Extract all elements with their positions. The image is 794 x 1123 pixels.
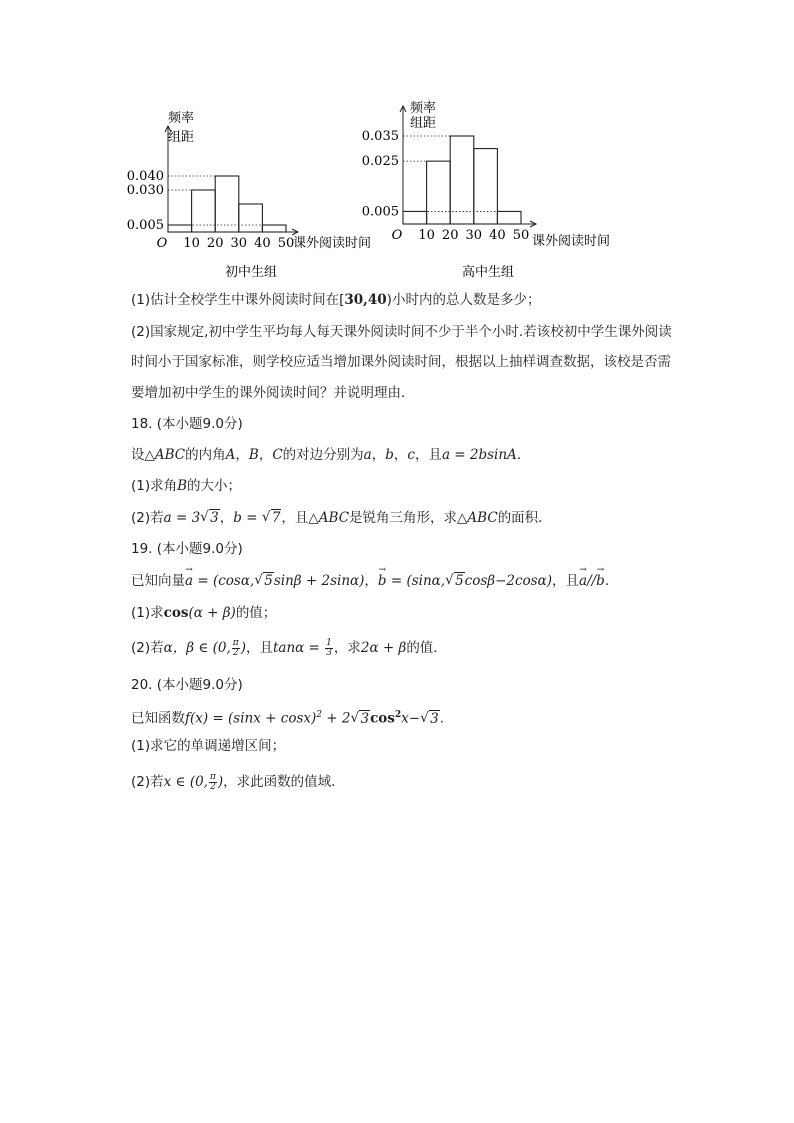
histogram-bar bbox=[497, 211, 521, 224]
p20-question-2: (2)若x ∈ (0, $\frac{\pi}{2}$ )，求此函数的值域． bbox=[131, 771, 345, 792]
x-tick-label: 40 bbox=[254, 236, 271, 251]
x-tick-label: 20 bbox=[206, 236, 224, 251]
p19-question-2: (2)若α，β ∈ (0, $\frac{\pi}{2}$ )，且tanα = $\frac{1}{3}$ ，求2α + β的值． bbox=[131, 637, 447, 658]
p19-stem: 已知向量→ a = (cosα,√ 5sinβ + 2sinα)，→ b = (sinα,√ 5cosβ−2cosα)，且→ a//→ b. bbox=[131, 571, 609, 591]
xlabel: 课外阅读时间 bbox=[293, 236, 372, 251]
x-tick-label: O bbox=[391, 228, 403, 243]
x-tick-label: 10 bbox=[183, 236, 200, 251]
p18-question-2: (2)若a = 3√ 3，b = √ 7，且△ABC是锐角三角形，求△ABC的面积． bbox=[131, 508, 552, 528]
histogram-bar bbox=[427, 161, 451, 224]
y-tick-label: 0.035 bbox=[361, 129, 399, 144]
ylabel-group: 组距 bbox=[410, 116, 437, 131]
histogram-bar bbox=[474, 149, 498, 224]
x-tick-label: 50 bbox=[277, 236, 295, 251]
ylabel-freq: 频率 bbox=[168, 111, 195, 126]
p18-question-1: (1)求角B的大小； bbox=[131, 478, 242, 494]
x-tick-label: O bbox=[156, 236, 168, 251]
chart-title: 高中生组 bbox=[462, 265, 515, 280]
histogram-bar bbox=[239, 204, 263, 232]
y-tick-label: 0.040 bbox=[126, 169, 164, 184]
y-tick-label: 0.005 bbox=[361, 204, 399, 220]
histogram-bar bbox=[168, 225, 192, 232]
chart-title: 初中生组 bbox=[225, 265, 278, 280]
histogram-senior bbox=[360, 92, 640, 282]
p17-question-2-line3: 要增加初中学生的课外阅读时间？并说明理由． bbox=[131, 385, 415, 401]
x-tick-label: 40 bbox=[489, 228, 506, 243]
x-tick-label: 30 bbox=[230, 236, 248, 251]
p17-question-1: (1)估计全校学生中课外阅读时间在[30,40)小时内的总人数是多少； bbox=[131, 292, 541, 308]
y-tick-label: 0.005 bbox=[126, 218, 164, 233]
x-tick-label: 50 bbox=[512, 228, 530, 243]
histogram-bar bbox=[192, 190, 216, 232]
x-tick-label: 20 bbox=[441, 228, 459, 243]
p17-question-2-line1: (2)国家规定,初中学生平均每人每天课外阅读时间不少于半个小时.若该校初中学生课外阅读 bbox=[131, 324, 672, 340]
histogram-junior bbox=[120, 100, 390, 282]
histogram-bar bbox=[450, 136, 474, 224]
p17-question-2-line2: 时间小于国家标准，则学校应适当增加课外阅读时间，根据以上抽样调查数据，该校是否需 bbox=[131, 354, 671, 370]
p18-header: 18. (本小题9.0分) bbox=[131, 416, 243, 432]
p18-stem: 设△ABC的内角A，B，C的对边分别为a，b，c，且a = 2bsinA． bbox=[131, 447, 531, 463]
x-tick-label: 30 bbox=[465, 228, 483, 243]
x-tick-label: 10 bbox=[418, 228, 435, 243]
y-tick-label: 0.025 bbox=[361, 154, 399, 170]
p20-question-1: (1)求它的单调递增区间； bbox=[131, 738, 286, 754]
p19-question-1: (1)求cos(α + β)的值； bbox=[131, 605, 277, 621]
histogram-bar bbox=[262, 225, 286, 232]
histogram-bar bbox=[215, 176, 239, 232]
ylabel-group: 组距 bbox=[168, 130, 195, 145]
xlabel: 课外阅读时间 bbox=[532, 234, 611, 249]
p19-header: 19. (本小题9.0分) bbox=[131, 541, 243, 557]
ylabel-freq: 频率 bbox=[410, 101, 437, 116]
y-tick-label: 0.030 bbox=[126, 183, 164, 198]
histogram-bar bbox=[403, 211, 427, 224]
p20-header: 20. (本小题9.0分) bbox=[131, 677, 243, 693]
p20-stem: 已知函数$f(x) = (\sin x + \cos x)^2 + 2√$ $3\cos^2x-√$ 3. bbox=[131, 705, 444, 729]
